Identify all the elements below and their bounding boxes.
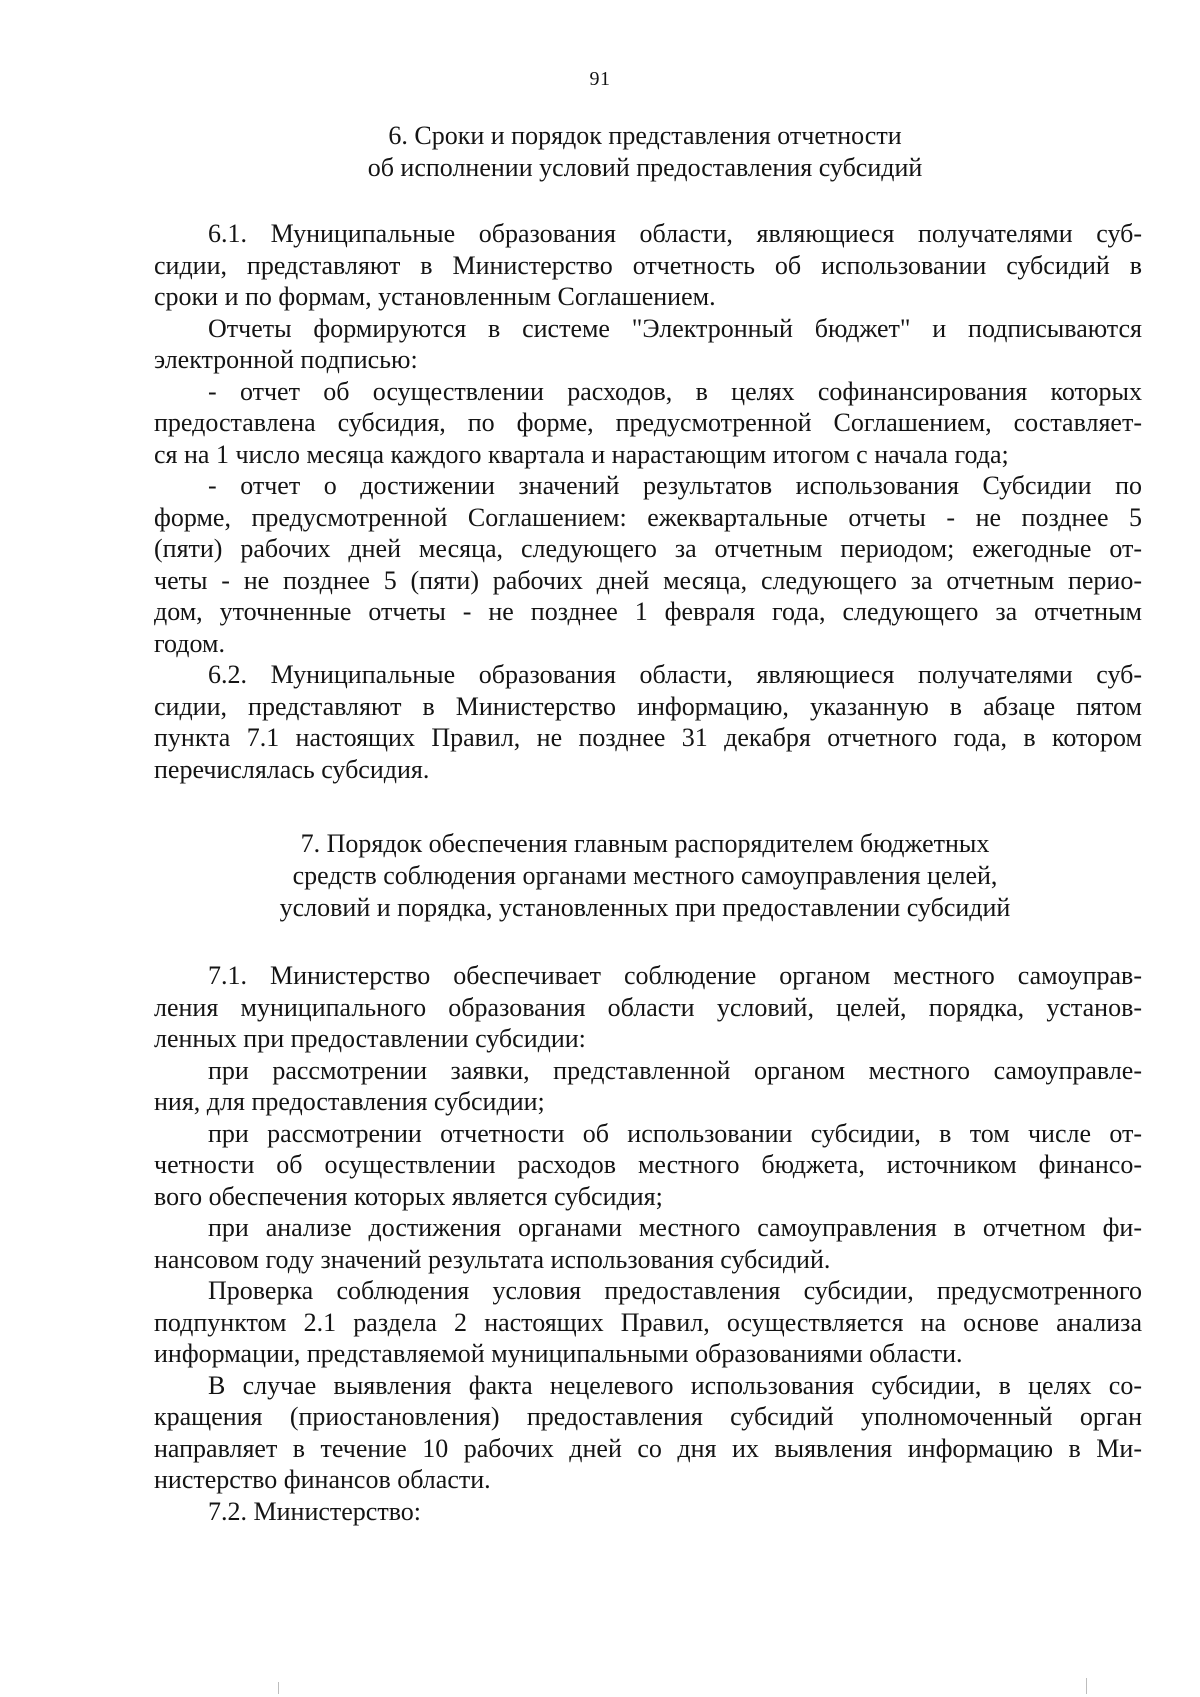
text-line: информации, представляемой муниципальными образованиями области. (154, 1339, 963, 1368)
text-line: 7.1. Министерство обеспечивает соблюдение органом местного самоуправ- (208, 961, 1142, 990)
paragraph (154, 1118, 1142, 1213)
paragraph (154, 218, 1142, 313)
section-7-heading (150, 828, 1140, 924)
paragraph (154, 1370, 1142, 1496)
text-line: сидии, представляют в Министерство информацию, указанную в абзаце пятом (154, 691, 1142, 721)
section-7-body (154, 960, 1142, 1527)
text-line: В случае выявления факта нецелевого использования субсидии, в целях со- (208, 1370, 1142, 1400)
text-line: 6.2. Муниципальные образования области, являющиеся получателями суб- (208, 660, 1142, 689)
page-number: 91 (589, 68, 611, 90)
paragraph (154, 960, 1142, 1055)
heading-line: 7. Порядок обеспечения главным распорядителем бюджетных (300, 829, 990, 858)
text-line: дом, уточненные отчеты - не позднее 1 февраля года, следующего за отчетным (154, 597, 1142, 626)
text-line: при рассмотрении отчетности об использовании субсидии, в том числе от- (208, 1118, 1142, 1148)
text-line: при анализе достижения органами местного самоуправления в отчетном фи- (208, 1213, 1142, 1242)
text-line: форме, предусмотренной Соглашением: ежеквартальные отчеты - не позднее 5 (154, 502, 1142, 532)
text-line: ленных при предоставлении субсидии: (154, 1024, 586, 1053)
paragraph (154, 1212, 1142, 1275)
text-line: сроки и по формам, установленным Соглашением. (154, 282, 716, 311)
section-6-heading (150, 120, 1140, 184)
text-line: при рассмотрении заявки, представленной органом местного самоуправле- (208, 1055, 1142, 1085)
text-line: подпунктом 2.1 раздела 2 настоящих Правил, осуществляется на основе анализа (154, 1307, 1142, 1337)
scan-artifact (278, 1682, 279, 1694)
text-line: кращения (приостановления) предоставления субсидий уполномоченный орган (154, 1402, 1142, 1431)
section-6-body (154, 218, 1142, 785)
text-line: (пяти) рабочих дней месяца, следующего за отчетным периодом; ежегодные от- (154, 534, 1142, 563)
paragraph (154, 1275, 1142, 1370)
text-line: годом. (154, 628, 225, 658)
paragraph (154, 1055, 1142, 1118)
heading-line: 6. Сроки и порядок представления отчетности (388, 121, 902, 150)
text-line: предоставлена субсидия, по форме, предусмотренной Соглашением, составляет- (154, 408, 1142, 437)
text-line: 7.2. Министерство: (208, 1496, 422, 1526)
heading-line: об исполнении условий предоставления субсидий (367, 153, 923, 182)
heading-line: условий и порядка, установленных при предоставлении субсидий (279, 893, 1011, 922)
text-line: вого обеспечения которых является субсидия; (154, 1181, 663, 1211)
text-line: пункта 7.1 настоящих Правил, не позднее 31 декабря отчетного года, в котором (154, 723, 1142, 752)
text-line: - отчет об осуществлении расходов, в целях софинансирования которых (208, 376, 1142, 406)
heading-line: средств соблюдения органами местного самоуправления целей, (292, 861, 998, 890)
paragraph (154, 313, 1142, 376)
text-line: электронной подписью: (154, 345, 418, 374)
paragraph (154, 1496, 1142, 1528)
paragraph (154, 470, 1142, 659)
text-line: четы - не позднее 5 (пяти) рабочих дней месяца, следующего за отчетным перио- (154, 565, 1142, 595)
text-line: нистерство финансов области. (154, 1465, 491, 1494)
text-line: нансовом году значений результата использования субсидий. (154, 1244, 831, 1274)
text-line: сидии, представляют в Министерство отчетность об использовании субсидий в (154, 250, 1142, 280)
text-line: - отчет о достижении значений результатов использования Субсидии по (208, 471, 1142, 500)
text-line: Отчеты формируются в системе "Электронный бюджет" и подписываются (208, 313, 1142, 343)
paragraph (154, 659, 1142, 785)
text-line: перечислялась субсидия. (154, 754, 430, 784)
text-line: направляет в течение 10 рабочих дней со дня их выявления информацию в Ми- (154, 1433, 1142, 1463)
scan-artifact (1086, 1678, 1087, 1694)
text-line: четности об осуществлении расходов местного бюджета, источником финансо- (154, 1150, 1142, 1179)
text-line: ления муниципального образования области условий, целей, порядка, установ- (154, 992, 1142, 1022)
text-line: 6.1. Муниципальные образования области, являющиеся получателями суб- (208, 219, 1142, 248)
text-line: ся на 1 число месяца каждого квартала и нарастающим итогом с начала года; (154, 439, 1009, 469)
paragraph (154, 376, 1142, 471)
text-line: ния, для предоставления субсидии; (154, 1087, 545, 1116)
text-line: Проверка соблюдения условия предоставления субсидии, предусмотренного (208, 1276, 1142, 1305)
